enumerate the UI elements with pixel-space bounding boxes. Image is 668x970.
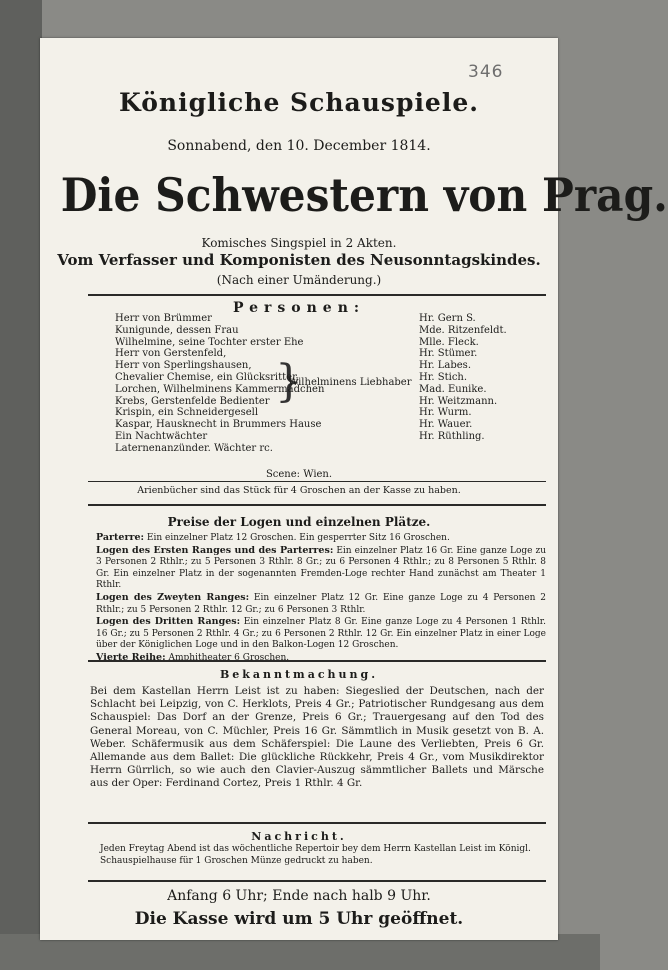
price-text: Ein einzelner Platz 12 Groschen. Ein gesperrter Sitz 16 Groschen. [146, 533, 450, 543]
price-text: Amphitheater 6 Groschen. [168, 652, 290, 663]
actor-name: Hr. Wurm. [419, 407, 472, 419]
role-name: Ein Nachtwächter [115, 430, 208, 442]
scan-background-left [0, 0, 42, 970]
role-name: Chevalier Chemise, ein Glücksritter, [115, 371, 299, 383]
start-time: Anfang 6 Uhr; Ende nach halb 9 Uhr. [167, 888, 431, 904]
notice-heading: Nachricht. [251, 830, 347, 843]
scene-line: Scene: Wien. [265, 469, 333, 480]
suitors-label: Wilhelminens Liebhaber [288, 377, 412, 388]
revision-note: (Nach einer Umänderung.) [216, 273, 382, 287]
price-text: Ein einzelner Platz 16 Gr. Eine ganze Loge zu 3 Personen 2 Rthlr.; zu 5 Personen 3 Rthlr. 8 Gr.; zu 6 Personen 4 Rthlr.; zu 8 Personen 5 Rthlr. 8 Gr. Ein einzelner Platz in der sogenannten Fremden-Loge rechter Hand zunächst am Theater 1 Rthlr. [96, 545, 546, 591]
cast-row [115, 431, 535, 443]
role-name: Krebs, Gerstenfelde Bedienter [115, 395, 270, 407]
cast-row [115, 407, 535, 419]
role-name: Herr von Gerstenfeld, [115, 348, 227, 360]
cast-row [115, 443, 535, 455]
price-label: Logen des Zweyten Ranges: [96, 591, 250, 603]
role-name: Lorchen, Wilhelminens Kammermädchen [115, 383, 325, 395]
cast-list [115, 313, 535, 455]
role-name: Kunigunde, dessen Frau [115, 324, 239, 336]
divider [88, 880, 546, 882]
price-text: Ein einzelner Platz 8 Gr. Eine ganze Loge zu 4 Personen 1 Rthlr. 16 Gr.; zu 5 Personen 2 Rthlr. 4 Gr.; zu 6 Personen 2 Rthlr. 12 Gr. Ein einzelner Platz in einer Loge über der Königlichen Loge und in den Balkon-Logen 12 Groschen. [96, 617, 546, 651]
role-name: Wilhelmine, seine Tochter erster Ehe [115, 336, 304, 348]
prices-text [96, 532, 546, 665]
cast-row [115, 419, 535, 431]
price-label: Logen des Ersten Ranges und des Parterres: [96, 544, 334, 556]
cast-row [115, 360, 535, 372]
libretto-note: Arienbücher sind das Stück für 4 Groschen an der Kasse zu haben. [137, 485, 461, 496]
price-label: Logen des Dritten Ranges: [96, 616, 241, 628]
cast-row [115, 396, 535, 408]
cast-row [115, 325, 535, 337]
box-office-note: Die Kasse wird um 5 Uhr geöffnet. [134, 909, 464, 929]
announcement-text: Bei dem Kastellan Herrn Leist ist zu haben: Siegeslied der Deutschen, nach der Schlacht bei Leipzig, von C. Herklots, Preis 4 Gr.; Patriotischer Rundgesang aus dem Schauspiel: Das Dorf an der Grenze, Preis 6 Gr.; Trauergesang auf den Tod des General Moreau, von C. Müchler, Preis 16 Gr. Sämmtlich in Musik gesetzt von B. A. Weber. Schäfermusik aus dem Schäferspiel: Die Laune des Verliebten, Preis 6 Gr. Allemande aus dem Ballet: Die glückliche Rückkehr, Preis 4 Gr., vom Musikdirektor Herrn Gürrlich, so wie auch den Clavier-Auszug sämmtlicher Ballets und Märsche aus der Oper: Ferdinand Cortez, Preis 1 Rthlr. 4 Gr. [90, 685, 544, 790]
price-label: Vierte Reihe: [96, 651, 166, 663]
price-label: Parterre: [96, 532, 145, 543]
actor-name: Mad. Eunike. [419, 383, 487, 395]
notice-text: Jeden Freytag Abend ist das wöchentliche Repertoir bey dem Herrn Kastellan Leist im Königl. Schauspielhause für 1 Groschen Münze gedruckt zu haben. [100, 844, 531, 866]
actor-name: Mlle. Fleck. [419, 336, 479, 348]
actor-name: Mde. Ritzenfeldt. [419, 324, 507, 336]
authors-line: Vom Verfasser und Komponisten des Neusonntagskindes. [57, 251, 541, 269]
cast-row [115, 348, 535, 360]
genre-line: Komisches Singspiel in 2 Akten. [201, 236, 397, 250]
brace-symbol: } [275, 356, 303, 407]
divider [88, 481, 546, 482]
archive-number: 346 [468, 62, 504, 82]
theatre-name: Königliche Schauspiele. [119, 88, 479, 117]
actor-name: Hr. Stich. [419, 371, 468, 383]
cast-row [115, 313, 535, 325]
cast-row [115, 372, 535, 384]
cast-heading: Personen: [232, 300, 366, 316]
actor-name: Hr. Labes. [419, 360, 471, 372]
cast-row [115, 384, 535, 396]
divider [88, 294, 546, 296]
divider [88, 504, 546, 506]
playbill-sheet [40, 38, 668, 940]
actor-name: Hr. Rüthling. [419, 430, 485, 442]
prices-heading: Preise der Logen und einzelnen Plätze. [167, 515, 431, 529]
role-name: Krispin, ein Schneidergesell [115, 407, 259, 419]
role-name: Kaspar, Hausknecht in Brummers Hause [115, 419, 322, 431]
divider [88, 822, 546, 824]
actor-name: Hr. Wauer. [419, 419, 473, 431]
price-text: Ein einzelner Platz 12 Gr. Eine ganze Loge zu 4 Personen 2 Rthlr.; zu 5 Personen 2 Rthlr. 12 Gr.; zu 6 Personen 3 Rthlr. [96, 592, 546, 615]
role-name: Herr von Sperlingshausen, [115, 360, 252, 372]
divider [88, 660, 546, 662]
cast-row [115, 337, 535, 349]
role-name: Herr von Brümmer [115, 313, 212, 324]
actor-name: Hr. Stümer. [419, 348, 478, 360]
actor-name: Hr. Weitzmann. [419, 395, 498, 407]
actor-name: Hr. Gern S. [419, 313, 476, 324]
role-name: Laternenanzünder. Wächter rc. [115, 442, 273, 454]
announcement-heading: Bekanntmachung. [219, 668, 379, 681]
play-title: Die Schwestern von Prag. [60, 168, 668, 222]
performance-date: Sonnabend, den 10. December 1814. [167, 138, 431, 154]
